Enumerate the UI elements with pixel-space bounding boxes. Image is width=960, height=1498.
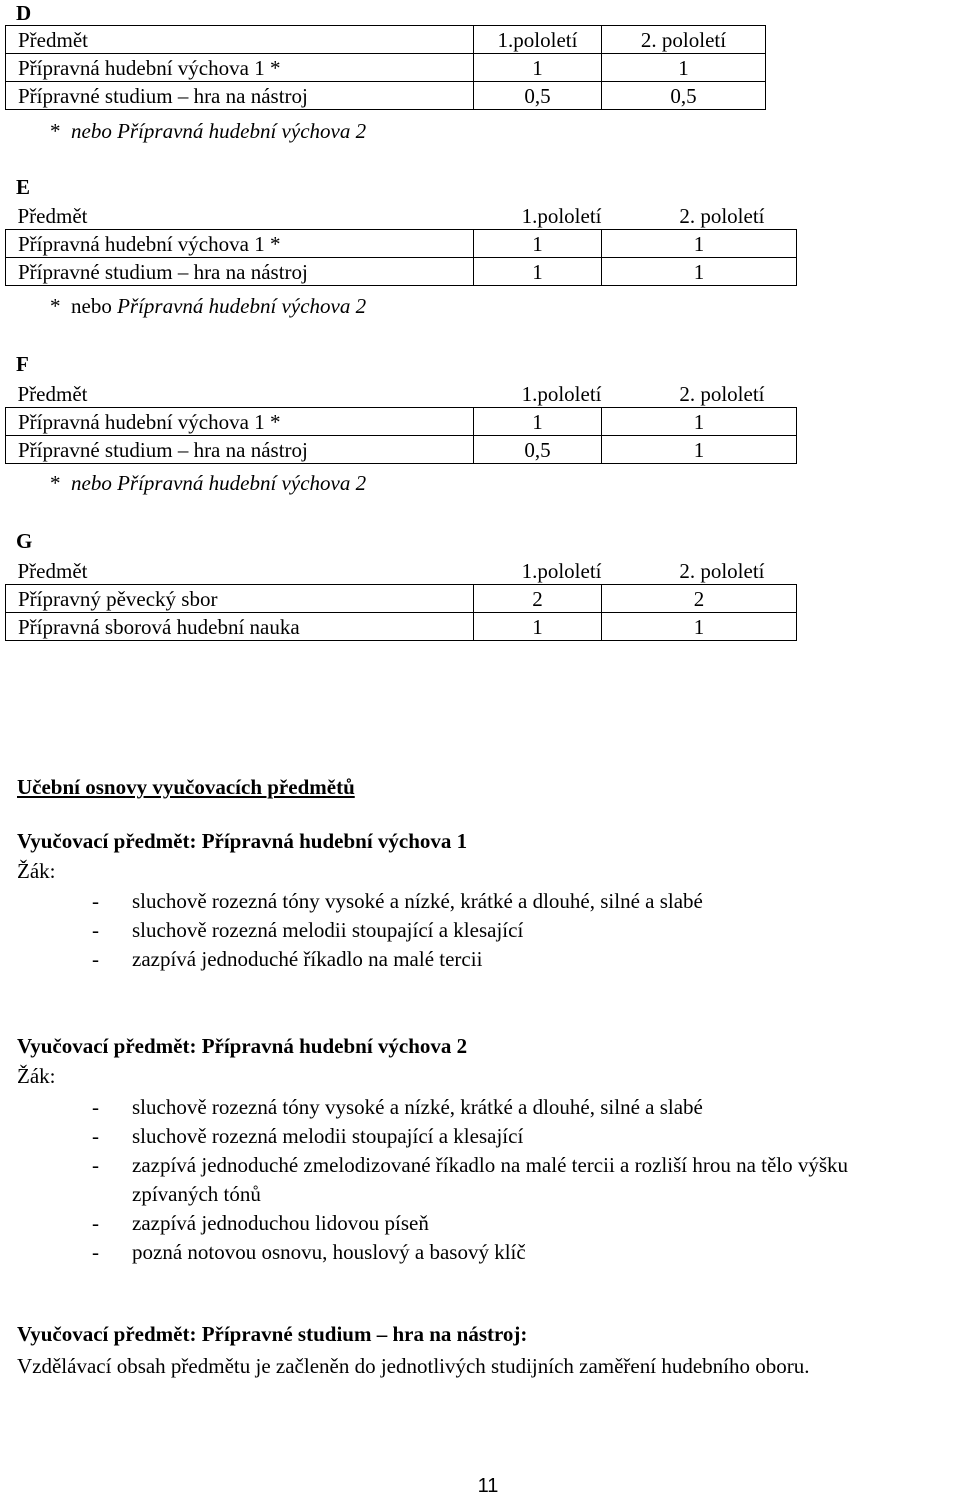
cell-sem2: 1: [602, 436, 797, 464]
header-subject: Předmět: [6, 557, 474, 585]
table-row: [6, 230, 797, 258]
cell-sem1: 1: [474, 258, 602, 286]
footnote-text: nebo Přípravná hudební výchova 2: [71, 119, 367, 143]
list-item: [92, 887, 932, 916]
table-row: [6, 408, 797, 436]
section-letter-g: G: [16, 529, 33, 553]
dash-bullet: -: [92, 1124, 99, 1148]
cell-subject: Přípravný pěvecký sbor: [6, 585, 474, 613]
footnote-text: Přípravná hudební výchova 2: [117, 294, 367, 318]
cell-sem2: 1: [602, 408, 797, 436]
list-item: [92, 1151, 932, 1209]
cell-sem2: 1: [602, 230, 797, 258]
header-subject: Předmět: [6, 202, 474, 230]
cell-sem1: 1: [474, 408, 602, 436]
subject1-heading: Vyučovací předmět: Přípravná hudební výchova 1: [17, 829, 468, 853]
list-item: [92, 1093, 932, 1122]
section-letter-e: E: [16, 175, 31, 199]
footnote-f: [50, 470, 366, 496]
list-item-text: sluchově rozezná tóny vysoké a nízké, krátké a dlouhé, silné a slabé: [132, 889, 703, 913]
dash-bullet: -: [92, 1240, 99, 1264]
table-row: [6, 436, 797, 464]
header-semester-2: 2. pololetí: [602, 202, 797, 230]
cell-sem1: 1: [474, 54, 602, 82]
table-row: [6, 82, 766, 110]
page-number: 11: [477, 1475, 499, 1497]
cell-subject: Přípravné studium – hra na nástroj: [6, 82, 474, 110]
cell-sem1: 1: [474, 230, 602, 258]
cell-sem1: 1: [474, 613, 602, 641]
cell-sem2: 1: [602, 54, 766, 82]
list-item-text: zazpívá jednoduchou lidovou píseň: [132, 1211, 429, 1235]
cell-sem2: 1: [602, 613, 797, 641]
footnote-d: [50, 118, 366, 144]
header-semester-2: 2. pololetí: [602, 557, 797, 585]
subject3-heading: Vyučovací předmět: Přípravné studium – hra na nástroj:: [17, 1322, 528, 1346]
dash-bullet: -: [92, 889, 99, 913]
footnote-star: *: [50, 471, 61, 495]
list-item-text: zazpívá jednoduché říkadlo na malé tercii: [132, 947, 483, 971]
table-row: [6, 54, 766, 82]
list-item: [92, 1238, 932, 1267]
cell-sem2: 1: [602, 258, 797, 286]
table-row: [6, 258, 797, 286]
table-row: [6, 585, 797, 613]
curriculum-title: Učební osnovy vyučovacích předmětů: [17, 775, 355, 799]
cell-subject: Přípravná hudební výchova 1 *: [6, 54, 474, 82]
list-item-text: zazpívá jednoduché zmelodizované říkadlo na malé tercii a rozliší hrou na tělo výšku zpívaných tónů: [132, 1153, 849, 1206]
list-item: [92, 916, 932, 945]
subject2-heading: Vyučovací předmět: Přípravná hudební výchova 2: [17, 1034, 468, 1058]
footnote-star: *: [50, 119, 61, 143]
section-letter-f: F: [16, 352, 29, 376]
header-semester-1: 1.pololetí: [474, 557, 602, 585]
footnote-text: nebo Přípravná hudební výchova 2: [71, 471, 367, 495]
cell-sem1: 0,5: [474, 82, 602, 110]
cell-subject: Přípravné studium – hra na nástroj: [6, 258, 474, 286]
cell-sem2: 0,5: [602, 82, 766, 110]
table-section-d: [5, 25, 766, 110]
header-subject: Předmět: [6, 380, 474, 408]
subject1-outcomes: [92, 887, 932, 974]
header-semester-2: 2. pololetí: [602, 26, 766, 54]
header-semester-1: 1.pololetí: [474, 380, 602, 408]
header-semester-1: 1.pololetí: [474, 202, 602, 230]
header-semester-2: 2. pololetí: [602, 380, 797, 408]
subject1-pupil-label: Žák:: [17, 859, 56, 883]
cell-sem1: 2: [474, 585, 602, 613]
table-row: [6, 613, 797, 641]
cell-sem1: 0,5: [474, 436, 602, 464]
subject2-pupil-label: Žák:: [17, 1064, 56, 1088]
dash-bullet: -: [92, 947, 99, 971]
dash-bullet: -: [92, 1153, 99, 1177]
section-letter-d: D: [16, 1, 32, 25]
list-item-text: sluchově rozezná melodii stoupající a klesající: [132, 1124, 524, 1148]
list-item: [92, 1209, 932, 1238]
footnote-star: *: [50, 294, 61, 318]
table-section-f: [5, 380, 797, 464]
list-item: [92, 1122, 932, 1151]
dash-bullet: -: [92, 1095, 99, 1119]
footnote-e: [50, 293, 366, 319]
list-item-text: sluchově rozezná melodii stoupající a klesající: [132, 918, 524, 942]
cell-subject: Přípravné studium – hra na nástroj: [6, 436, 474, 464]
cell-subject: Přípravná hudební výchova 1 *: [6, 230, 474, 258]
list-item: [92, 945, 932, 974]
subject2-outcomes: [92, 1093, 932, 1267]
list-item-text: sluchově rozezná tóny vysoké a nízké, krátké a dlouhé, silné a slabé: [132, 1095, 703, 1119]
cell-subject: Přípravná hudební výchova 1 *: [6, 408, 474, 436]
dash-bullet: -: [92, 918, 99, 942]
header-semester-1: 1.pololetí: [474, 26, 602, 54]
cell-sem2: 2: [602, 585, 797, 613]
list-item-text: pozná notovou osnovu, houslový a basový klíč: [132, 1240, 526, 1264]
table-section-g: [5, 557, 797, 641]
cell-subject: Přípravná sborová hudební nauka: [6, 613, 474, 641]
subject3-text: Vzdělávací obsah předmětu je začleněn do jednotlivých studijních zaměření hudebního oboru.: [17, 1354, 810, 1378]
footnote-prefix: nebo: [71, 294, 112, 318]
dash-bullet: -: [92, 1211, 99, 1235]
header-subject: Předmět: [6, 26, 474, 54]
table-section-e: [5, 202, 797, 286]
